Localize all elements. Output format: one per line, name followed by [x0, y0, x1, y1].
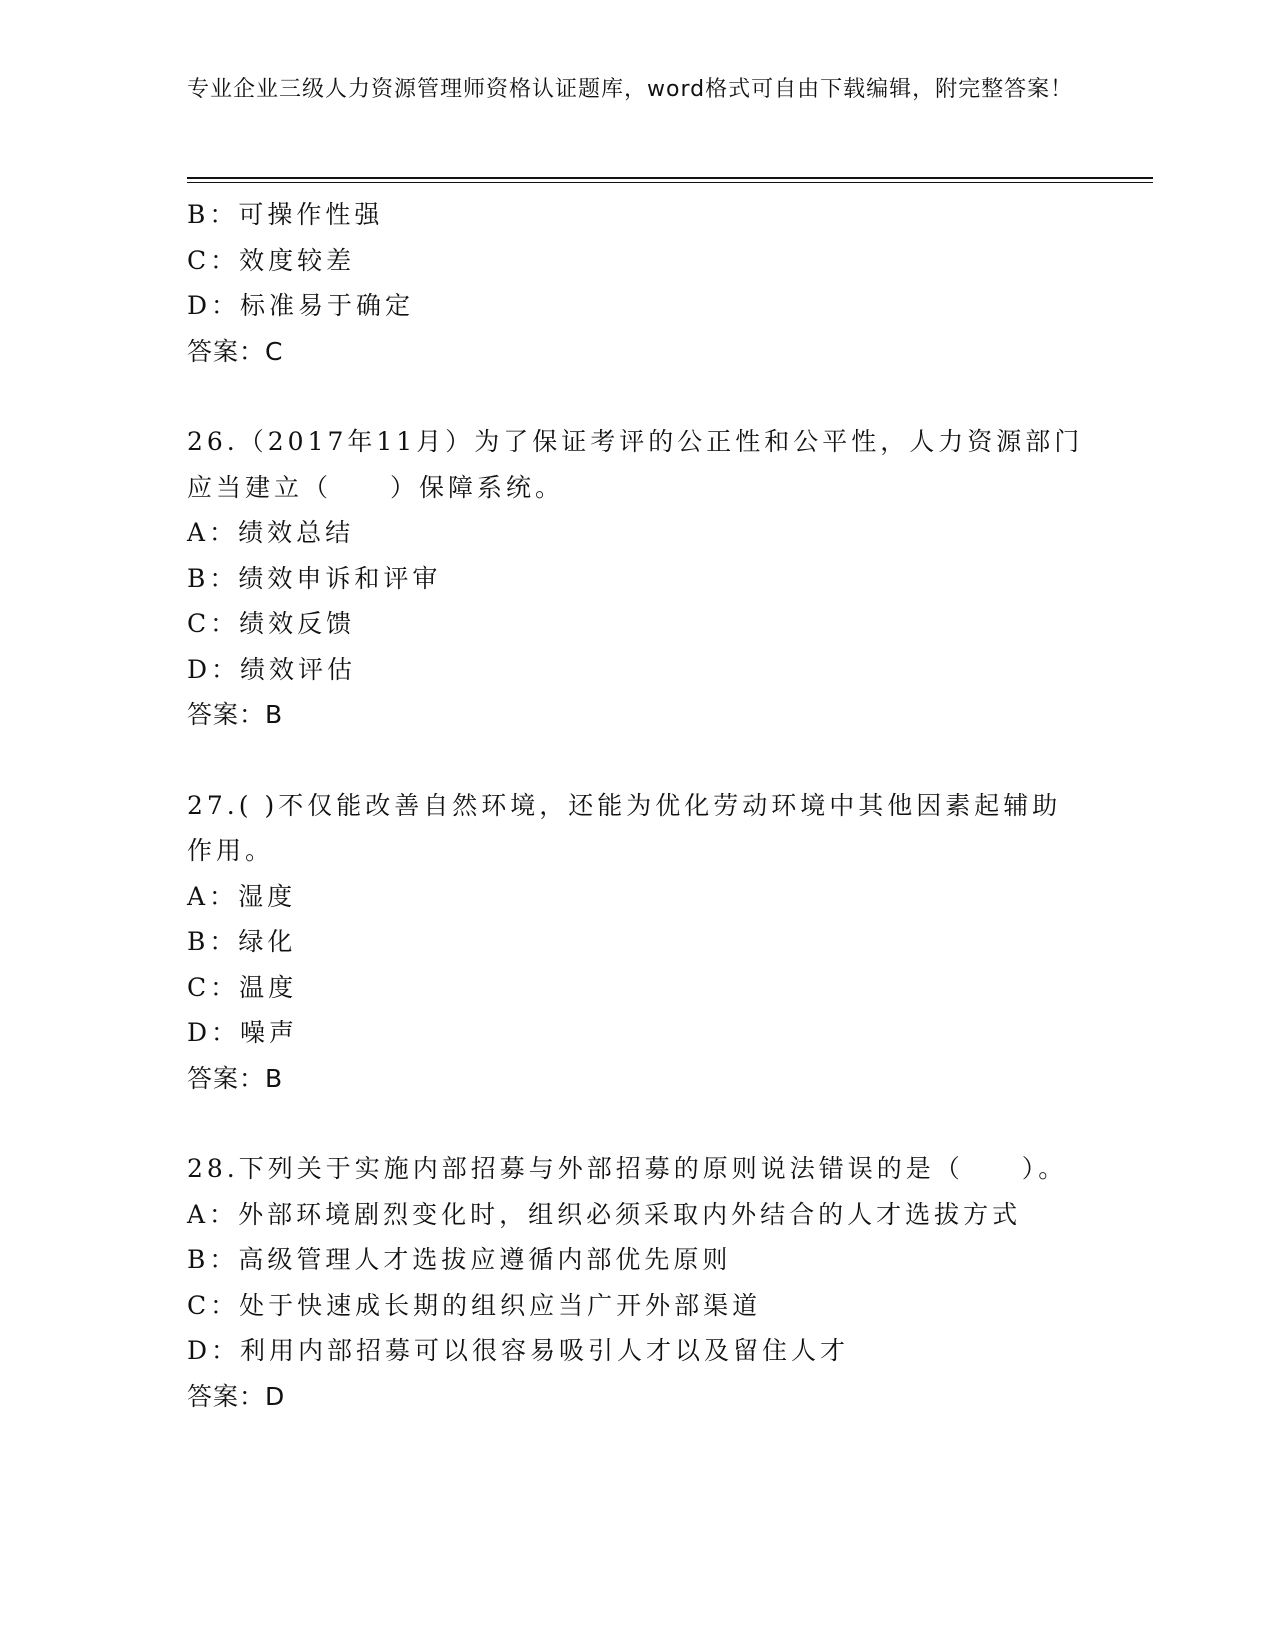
option-d: D：标准易于确定	[187, 291, 415, 320]
header-divider	[187, 177, 1153, 183]
answer: 答案：D	[187, 1381, 286, 1411]
question-stem: 26.（2017年11月）为了保证考评的公正性和公平性，人力资源部门	[187, 427, 1084, 456]
option-c: C：温度	[187, 972, 298, 1002]
question-28	[187, 1146, 1147, 1419]
option-c: C：处于快速成长期的组织应当广开外部渠道	[187, 1290, 762, 1320]
option-d: D：利用内部招募可以很容易吸引人才以及留住人才	[187, 1336, 850, 1365]
answer: 答案：B	[187, 700, 284, 729]
page-header: 专业企业三级人力资源管理师资格认证题库，word格式可自由下载编辑，附完整答案！	[187, 77, 1074, 102]
option-c: C：效度较差	[187, 245, 356, 275]
question-stem: 28.下列关于实施内部招募与外部招募的原则说法错误的是（ ）。	[187, 1154, 1068, 1183]
question-stem: 27.( )不仅能改善自然环境，还能为优化劳动环境中其他因素起辅助	[187, 790, 1062, 820]
option-b: B：绩效申诉和评审	[187, 563, 442, 593]
option-b: B：高级管理人才选拔应遵循内部优先原则	[187, 1245, 732, 1274]
option-d: D：绩效评估	[187, 654, 357, 684]
question-stem-continued: 作用。	[187, 836, 275, 865]
option-b: B：绿化	[187, 927, 297, 956]
question-27	[187, 783, 1147, 1102]
option-d: D：噪声	[187, 1018, 299, 1047]
option-a: A：湿度	[187, 881, 297, 911]
question-stem-continued: 应当建立（ ）保障系统。	[187, 472, 565, 502]
answer: 答案：B	[187, 1063, 284, 1093]
option-a: A：外部环境剧烈变化时，组织必须采取内外结合的人才选拔方式	[187, 1199, 1022, 1229]
option-b: B：可操作性强	[187, 200, 384, 229]
document-body	[187, 192, 1147, 1419]
option-c: C：绩效反馈	[187, 609, 356, 638]
question-26	[187, 419, 1147, 738]
option-a: A：绩效总结	[187, 518, 355, 547]
answer: 答案：C	[187, 336, 284, 366]
question-25-continued	[187, 192, 1147, 374]
